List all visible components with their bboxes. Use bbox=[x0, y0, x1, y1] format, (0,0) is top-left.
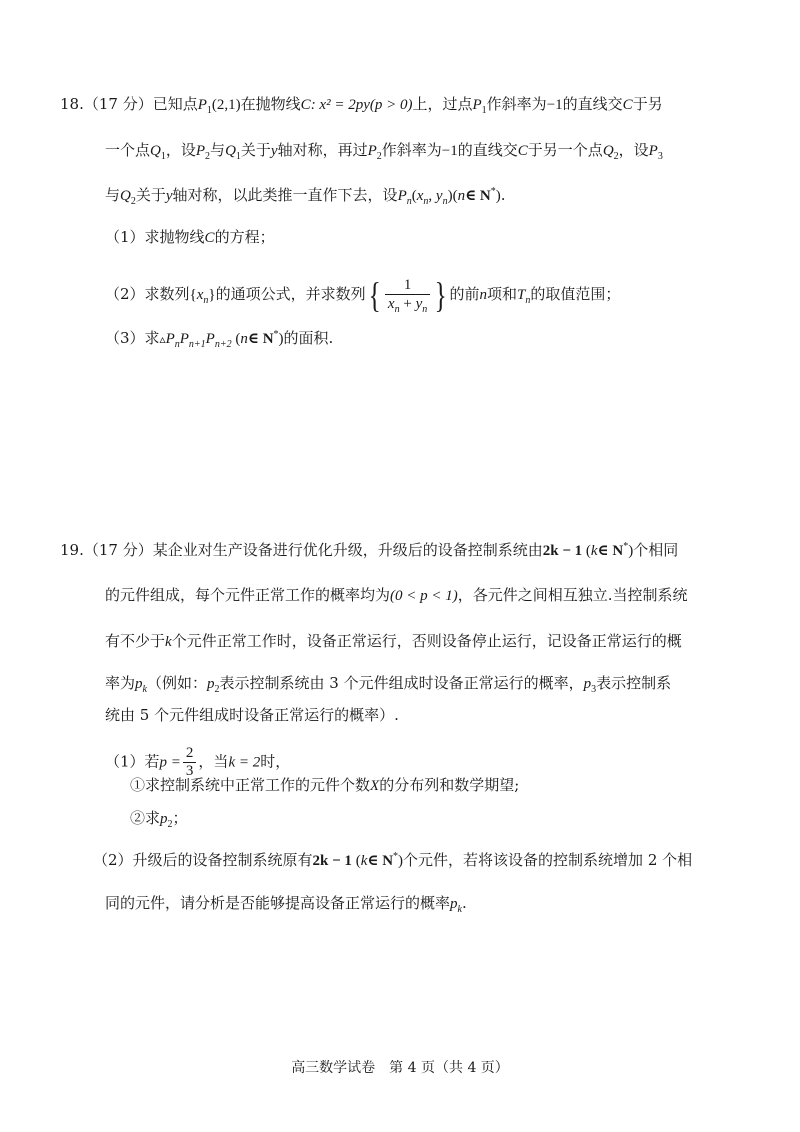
q19-subq-2: （2）升级后的设备控制系统原有2k − 1 (k∈ N*)个元件，若将该设备的控制系统增加 2 个相 bbox=[93, 851, 693, 869]
fraction-1-over-xn-plus-yn: $\frac{1}{x_n + y_n}$ bbox=[385, 277, 430, 313]
q19-line-3: 有不少于k个元件正常工作时，设备正常运行，否则设备停止运行，记设备正常运行的概 bbox=[105, 632, 682, 650]
q19-subq-1-part-2: ②求$p_2$； bbox=[130, 809, 188, 830]
q18-line-3: 与$Q_2$关于y轴对称，以此类推一直作下去，设$P_n(x_n$, $y_n)(n\in$ N*). bbox=[105, 186, 506, 207]
q19-line-1: 19.（17 分）某企业对生产设备进行优化升级，升级后的设备控制系统由2k − 1 (k∈ N*)个相同 bbox=[60, 541, 679, 559]
q18-subq-2: （2）求数列$\{x_n\}$的通项公式，并求数列{ $\frac{1}{x_n + y_n}$ } 的前n项和$T_n$的取值范围； bbox=[105, 275, 621, 315]
q18-line-1: 18.（17 分）已知点$P_1(2,1)$在抛物线C: x² = 2py(p > 0)上，过点$P_1$作斜率为−1的直线交C于另 bbox=[60, 95, 663, 116]
page-footer: 高三数学试卷 第 4 页（共 4 页） bbox=[291, 1060, 509, 1076]
fraction-2-over-3: $\frac{2}{3}$ bbox=[183, 745, 197, 780]
q18-subq-1: （1）求抛物线C的方程； bbox=[105, 228, 275, 246]
q19-line-5: 统由 5 个元件组成时设备正常运行的概率）. bbox=[105, 706, 399, 724]
q19-line-2: 的元件组成，每个元件正常工作的概率均为(0 < p < 1)，各元件之间相互独立.当控制系统 bbox=[105, 586, 688, 604]
q18-subq-3: （3）求$▵P_nP_{n+1}P_{n+2}$ (n∈ N*)的面积. bbox=[105, 329, 334, 350]
q19-subq-1: （1）若p = $\frac{2}{3}$ ，当k = 2时， bbox=[105, 745, 291, 779]
q19-line-4: 率为$p_k$（例如：$p_2$表示控制系统由 3 个元件组成时设备正常运行的概率，$p_3$表示控制系 bbox=[105, 674, 672, 695]
q18-line-2: 一个点$Q_1$，设$P_2$与$Q_1$关于y轴对称，再过$P_2$作斜率为−1的直线交C于另一个点$Q_2$，设$P_3$ bbox=[105, 141, 663, 162]
q19-subq-1-part-1: ①求控制系统中正常工作的元件个数X的分布列和数学期望; bbox=[130, 776, 520, 794]
q19-subq-2-cont: 同的元件，请分析是否能够提高设备正常运行的概率$p_k$. bbox=[105, 894, 467, 915]
